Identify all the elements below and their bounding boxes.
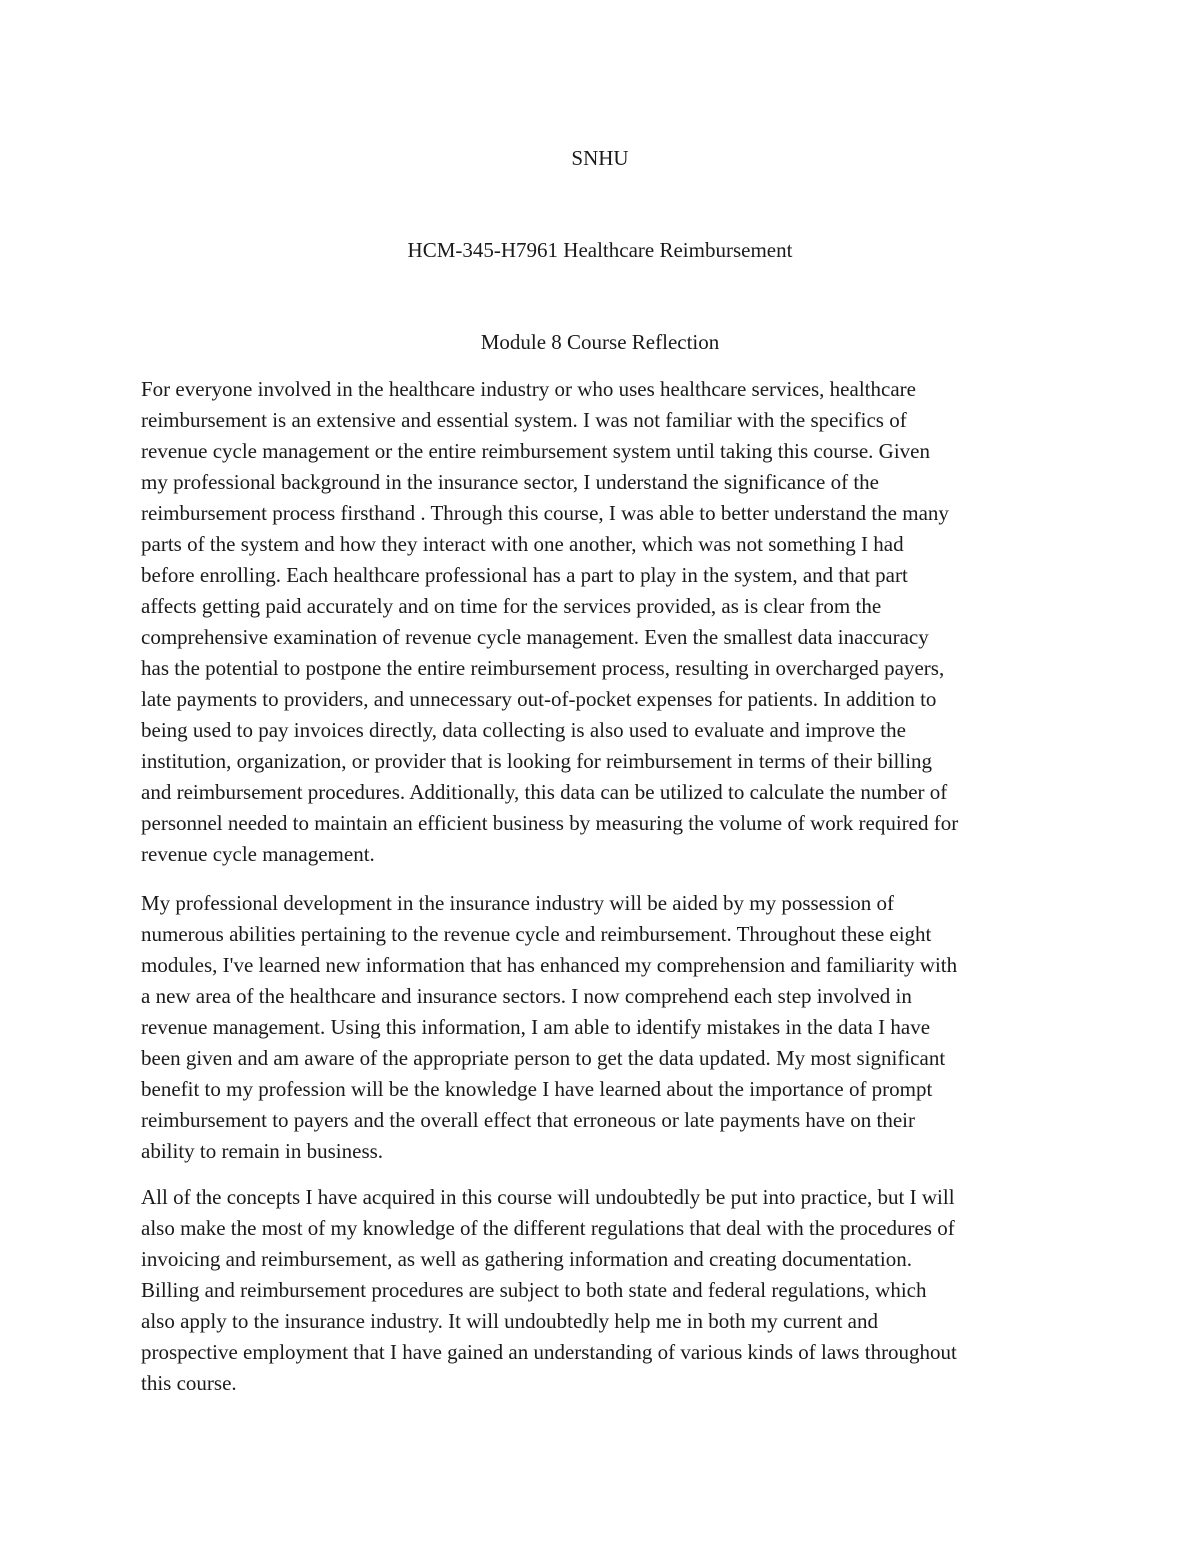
text-line: also apply to the insurance industry. It will undoubtedly help me in both my current and xyxy=(141,1309,878,1333)
text-line: Billing and reimbursement procedures are subject to both state and federal regulations, which xyxy=(141,1278,927,1302)
paragraph-3 xyxy=(141,1182,1066,1399)
text-line: reimbursement process firsthand . Through this course, I was able to better understand the many xyxy=(141,501,949,525)
text-line: numerous abilities pertaining to the revenue cycle and reimbursement. Throughout these eight xyxy=(141,922,932,946)
text-line: My professional development in the insurance industry will be aided by my possession of xyxy=(141,891,894,915)
text-line: institution, organization, or provider that is looking for reimbursement in terms of their billing xyxy=(141,749,933,773)
institution-name: SNHU xyxy=(571,146,629,170)
text-line: For everyone involved in the healthcare industry or who uses healthcare services, healthcare xyxy=(141,377,916,401)
text-line: reimbursement to payers and the overall effect that erroneous or late payments have on their xyxy=(141,1108,915,1132)
course-title: HCM-345-H7961 Healthcare Reimbursement xyxy=(407,238,793,262)
text-line: a new area of the healthcare and insurance sectors. I now comprehend each step involved in xyxy=(141,984,912,1008)
text-line: modules, I've learned new information that has enhanced my comprehension and familiarity with xyxy=(141,953,958,977)
text-line: personnel needed to maintain an efficient business by measuring the volume of work required for xyxy=(141,811,959,835)
document-title: Module 8 Course Reflection xyxy=(480,330,720,354)
text-line: been given and am aware of the appropriate person to get the data updated. My most significant xyxy=(141,1046,946,1070)
text-line: before enrolling. Each healthcare professional has a part to play in the system, and that part xyxy=(141,563,908,587)
text-line: parts of the system and how they interact with one another, which was not something I had xyxy=(141,532,904,556)
text-line: and reimbursement procedures. Additionally, this data can be utilized to calculate the number of xyxy=(141,780,948,804)
paragraph-1 xyxy=(141,374,1066,870)
text-line: All of the concepts I have acquired in this course will undoubtedly be put into practice, but I will xyxy=(141,1185,955,1209)
text-line: this course. xyxy=(141,1371,237,1395)
text-line: invoicing and reimbursement, as well as gathering information and creating documentation. xyxy=(141,1247,912,1271)
text-line: reimbursement is an extensive and essential system. I was not familiar with the specifics of xyxy=(141,408,907,432)
text-line: benefit to my profession will be the knowledge I have learned about the importance of prompt xyxy=(141,1077,933,1101)
text-line: ability to remain in business. xyxy=(141,1139,384,1163)
text-line: has the potential to postpone the entire reimbursement process, resulting in overcharged payers, xyxy=(141,656,945,680)
text-line: affects getting paid accurately and on time for the services provided, as is clear from the xyxy=(141,594,882,618)
text-line: revenue cycle management or the entire reimbursement system until taking this course. Given xyxy=(141,439,930,463)
text-line: being used to pay invoices directly, data collecting is also used to evaluate and improve the xyxy=(141,718,906,742)
text-line: comprehensive examination of revenue cycle management. Even the smallest data inaccuracy xyxy=(141,625,929,649)
text-line: also make the most of my knowledge of the different regulations that deal with the procedures of xyxy=(141,1216,955,1240)
text-line: my professional background in the insurance sector, I understand the significance of the xyxy=(141,470,880,494)
paragraph-2 xyxy=(141,888,1066,1167)
text-line: revenue cycle management. xyxy=(141,842,375,866)
text-line: revenue management. Using this information, I am able to identify mistakes in the data I have xyxy=(141,1015,931,1039)
text-line: late payments to providers, and unnecessary out-of-pocket expenses for patients. In addition to xyxy=(141,687,937,711)
text-line: prospective employment that I have gained an understanding of various kinds of laws throughout xyxy=(141,1340,957,1364)
